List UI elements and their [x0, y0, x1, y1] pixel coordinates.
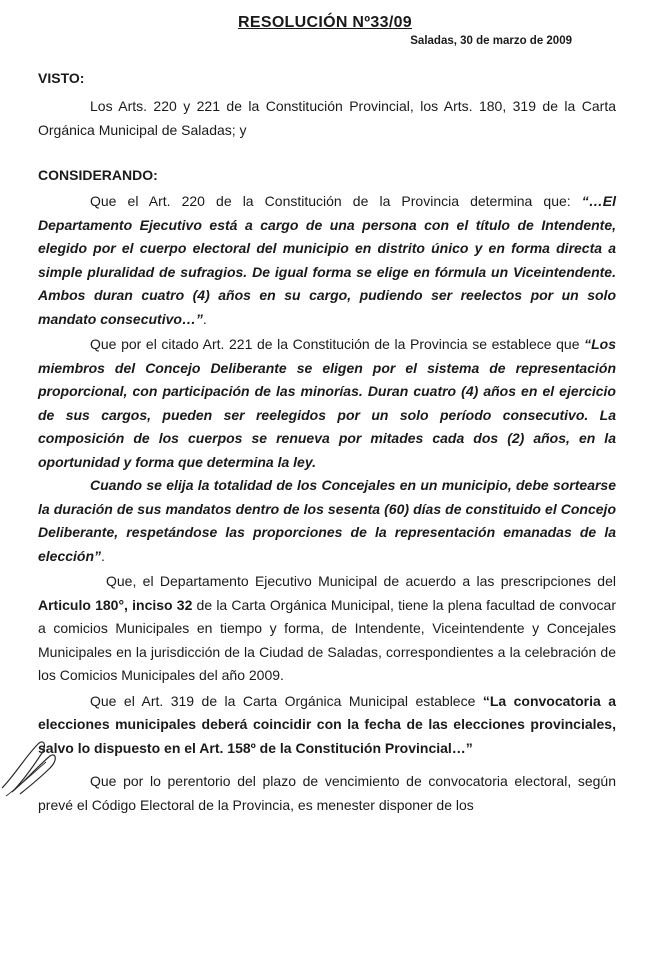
visto-section	[38, 95, 616, 142]
signature-scribble	[0, 726, 80, 806]
paragraph-art-319: Que el Art. 319 de la Carta Orgánica Municipal establece “La convocatoria a elecciones municipales deberá coincidir con la fecha de las elecciones provinciales, salvo lo dispuesto en el Art. 158º de la Constitución Provincial…”	[38, 692, 616, 756]
visto-heading: VISTO:	[38, 70, 85, 86]
paragraph-art-221: Que por el citado Art. 221 de la Constitución de la Provincia se establece que “Los miembros del Concejo Deliberante se eligen por el sistema de representación proporcional, con participación de las minorías. Duran cuatro (4) años en el ejercicio de sus cargos, pueden ser reelegidos por un solo período consecutivo. La composición de los cuerpos se renueva por mitades cada dos (2) años, en la oportunidad y forma que determina la ley.	[38, 336, 616, 470]
paragraph-plazo: Que por lo perentorio del plazo de vencimiento de convocatoria electoral, según prevé el Código Electoral de la Provincia, es menester disponer de los	[38, 773, 616, 813]
resolution-title: RESOLUCIÓN Nº33/09	[238, 14, 412, 31]
resolution-date: Saladas, 30 de marzo de 2009	[410, 35, 572, 47]
paragraph-art-220: Que el Art. 220 de la Constitución de la Provincia determina que: “…El Departamento Ejecutivo está a cargo de una persona con el título de Intendente, elegido por el cuerpo electoral del municipio en distrito único y en forma directa a simple pluralidad de sufragios. De igual forma se elige en fórmula un Viceintendente. Ambos duran cuatro (4) años en su cargo, pudiendo ser reelectos por un solo mandato consecutivo…”.	[38, 193, 616, 327]
paragraph-concejales: Cuando se elija la totalidad de los Concejales en un municipio, debe sortearse la duración de sus mandatos dentro de los sesenta (60) días de constituido el Concejo Deliberante, respetándose las proporciones de la representación emanadas de la elección”.	[38, 477, 616, 564]
considerando-heading: CONSIDERANDO:	[38, 167, 158, 183]
visto-paragraph: Los Arts. 220 y 221 de la Constitución Provincial, los Arts. 180, 319 de la Carta Orgánica Municipal de Saladas; y	[38, 98, 616, 138]
paragraph-art-180: Que, el Departamento Ejecutivo Municipal de acuerdo a las prescripciones del Articulo 180°, inciso 32 de la Carta Orgánica Municipal, tiene la plena facultad de convocar a comicios Municipales en tiempo y forma, de Intendente, Viceintendente y Concejales Municipales en la jurisdicción de la Ciudad de Saladas, correspondientes a la celebración de los Comicios Municipales del año 2009.	[38, 573, 616, 683]
considerando-section	[38, 190, 616, 817]
